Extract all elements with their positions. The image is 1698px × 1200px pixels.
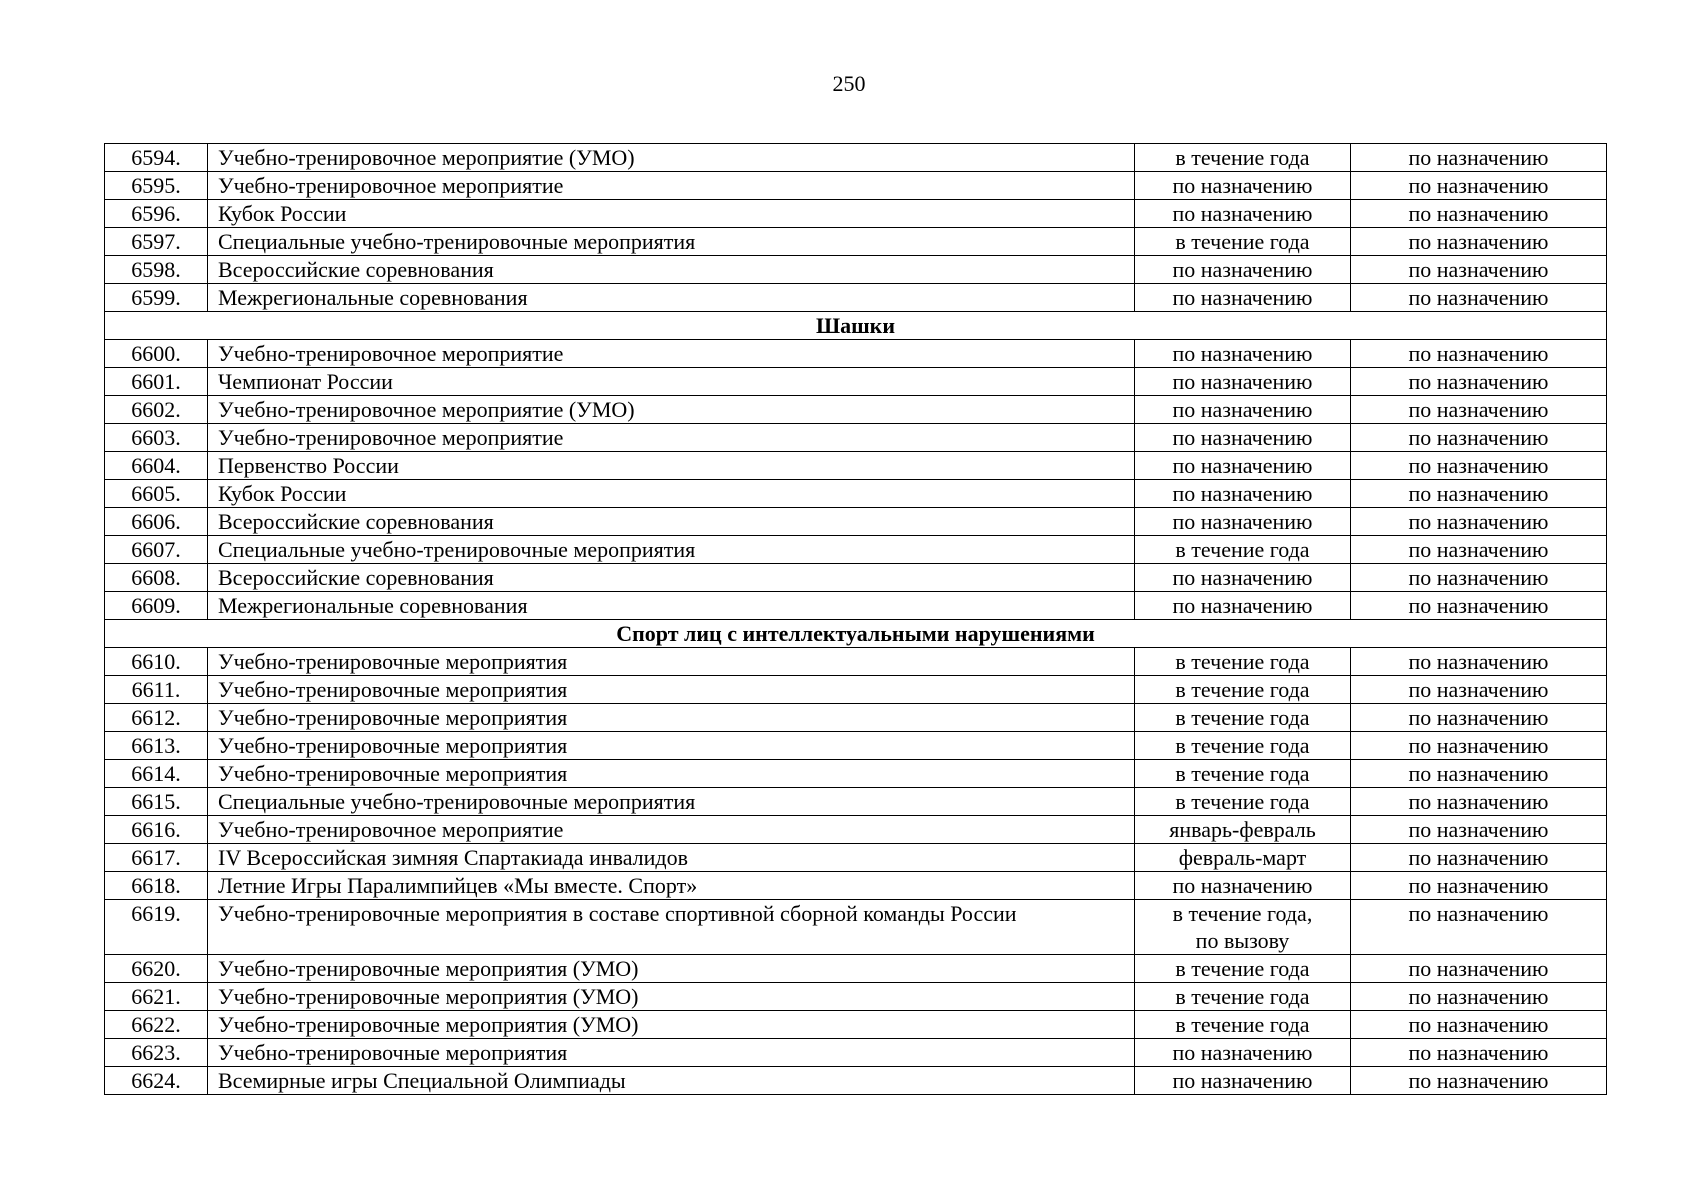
table-row (105, 872, 1607, 900)
page-number: 250 (832, 71, 866, 96)
row-number: 6623. (105, 1039, 208, 1067)
event-place: по назначению (1351, 508, 1607, 536)
table-row (105, 452, 1607, 480)
table-row (105, 900, 1607, 955)
event-name: Специальные учебно-тренировочные мероприятия (208, 788, 1135, 816)
event-date: в течение года (1135, 648, 1351, 676)
row-number: 6614. (105, 760, 208, 788)
event-name: Учебно-тренировочные мероприятия (208, 760, 1135, 788)
event-name: Учебно-тренировочное мероприятие (208, 424, 1135, 452)
row-number: 6621. (105, 983, 208, 1011)
event-place: по назначению (1351, 955, 1607, 983)
table-row (105, 340, 1607, 368)
row-number: 6616. (105, 816, 208, 844)
event-date: по назначению (1135, 256, 1351, 284)
event-date-line: в течение года, (1172, 901, 1313, 926)
table-row (105, 1067, 1607, 1095)
event-date: февраль-март (1135, 844, 1351, 872)
table-row (105, 368, 1607, 396)
event-place: по назначению (1351, 704, 1607, 732)
event-date: в течение года (1135, 732, 1351, 760)
event-name: Учебно-тренировочные мероприятия в составе спортивной сборной команды России (208, 900, 1135, 955)
table-row (105, 508, 1607, 536)
event-date: по назначению (1135, 872, 1351, 900)
table-row (105, 844, 1607, 872)
event-place: по назначению (1351, 788, 1607, 816)
table-row (105, 788, 1607, 816)
event-date: по назначению (1135, 172, 1351, 200)
table-row (105, 648, 1607, 676)
table-row (105, 676, 1607, 704)
event-date: по назначению (1135, 480, 1351, 508)
event-date: по назначению (1135, 340, 1351, 368)
event-date: в течение года (1135, 760, 1351, 788)
event-date: в течение года (1135, 788, 1351, 816)
event-place: по назначению (1351, 564, 1607, 592)
event-place: по назначению (1351, 172, 1607, 200)
row-number: 6597. (105, 228, 208, 256)
event-name: Учебно-тренировочные мероприятия (208, 704, 1135, 732)
row-number: 6608. (105, 564, 208, 592)
event-date (1135, 900, 1351, 955)
event-date: по назначению (1135, 564, 1351, 592)
row-number: 6594. (105, 144, 208, 172)
event-name: Учебно-тренировочные мероприятия (УМО) (208, 1011, 1135, 1039)
row-number: 6604. (105, 452, 208, 480)
table-row (105, 144, 1607, 172)
event-place: по назначению (1351, 256, 1607, 284)
table-row (105, 704, 1607, 732)
event-date: по назначению (1135, 1067, 1351, 1095)
event-place: по назначению (1351, 1011, 1607, 1039)
table-row (105, 228, 1607, 256)
event-name: Чемпионат России (208, 368, 1135, 396)
row-number: 6606. (105, 508, 208, 536)
event-date: в течение года (1135, 144, 1351, 172)
event-place: по назначению (1351, 536, 1607, 564)
event-name: Всероссийские соревнования (208, 508, 1135, 536)
row-number: 6609. (105, 592, 208, 620)
row-number: 6618. (105, 872, 208, 900)
event-name: Учебно-тренировочные мероприятия (208, 676, 1135, 704)
event-name: Учебно-тренировочные мероприятия (208, 1039, 1135, 1067)
section-title: Шашки (105, 312, 1607, 340)
event-name: Специальные учебно-тренировочные мероприятия (208, 228, 1135, 256)
event-date: по назначению (1135, 592, 1351, 620)
event-place: по назначению (1351, 424, 1607, 452)
event-place: по назначению (1351, 200, 1607, 228)
table-row (105, 172, 1607, 200)
table-row (105, 480, 1607, 508)
event-date: январь-февраль (1135, 816, 1351, 844)
event-name: Специальные учебно-тренировочные мероприятия (208, 536, 1135, 564)
event-place: по назначению (1351, 983, 1607, 1011)
row-number: 6610. (105, 648, 208, 676)
section-header-row (105, 312, 1607, 340)
row-number: 6598. (105, 256, 208, 284)
event-name: Учебно-тренировочное мероприятие (УМО) (208, 396, 1135, 424)
event-date: в течение года (1135, 704, 1351, 732)
event-date: по назначению (1135, 200, 1351, 228)
event-place: по назначению (1351, 1039, 1607, 1067)
event-name: Кубок России (208, 480, 1135, 508)
event-name: Первенство России (208, 452, 1135, 480)
table-row (105, 536, 1607, 564)
event-place: по назначению (1351, 844, 1607, 872)
event-place: по назначению (1351, 368, 1607, 396)
event-name: Учебно-тренировочные мероприятия (УМО) (208, 955, 1135, 983)
event-place: по назначению (1351, 284, 1607, 312)
table-row (105, 564, 1607, 592)
event-place: по назначению (1351, 144, 1607, 172)
event-name: Межрегиональные соревнования (208, 284, 1135, 312)
row-number: 6603. (105, 424, 208, 452)
event-date: по назначению (1135, 424, 1351, 452)
row-number: 6617. (105, 844, 208, 872)
table-row (105, 816, 1607, 844)
event-place: по назначению (1351, 900, 1607, 955)
event-date: в течение года (1135, 1011, 1351, 1039)
event-name: Кубок России (208, 200, 1135, 228)
row-number: 6624. (105, 1067, 208, 1095)
event-place: по назначению (1351, 480, 1607, 508)
row-number: 6596. (105, 200, 208, 228)
event-date: в течение года (1135, 955, 1351, 983)
table-row (105, 256, 1607, 284)
event-date: по назначению (1135, 368, 1351, 396)
table-row (105, 1039, 1607, 1067)
row-number: 6605. (105, 480, 208, 508)
event-place: по назначению (1351, 228, 1607, 256)
event-date: по назначению (1135, 1039, 1351, 1067)
event-name: Учебно-тренировочные мероприятия (208, 732, 1135, 760)
event-name: IV Всероссийская зимняя Спартакиада инвалидов (208, 844, 1135, 872)
table-row (105, 592, 1607, 620)
section-title: Спорт лиц с интеллектуальными нарушениями (105, 620, 1607, 648)
row-number: 6602. (105, 396, 208, 424)
row-number: 6615. (105, 788, 208, 816)
table-row (105, 424, 1607, 452)
row-number: 6595. (105, 172, 208, 200)
event-place: по назначению (1351, 816, 1607, 844)
table-row (105, 732, 1607, 760)
row-number: 6600. (105, 340, 208, 368)
event-place: по назначению (1351, 340, 1607, 368)
row-number: 6607. (105, 536, 208, 564)
table-row (105, 396, 1607, 424)
table-row (105, 955, 1607, 983)
event-name: Учебно-тренировочные мероприятия (208, 648, 1135, 676)
event-date: по назначению (1135, 284, 1351, 312)
event-date: в течение года (1135, 676, 1351, 704)
row-number: 6611. (105, 676, 208, 704)
event-name: Учебно-тренировочное мероприятие (208, 340, 1135, 368)
event-date: в течение года (1135, 983, 1351, 1011)
event-place: по назначению (1351, 676, 1607, 704)
row-number: 6601. (105, 368, 208, 396)
event-name: Учебно-тренировочное мероприятие (208, 816, 1135, 844)
event-date: в течение года (1135, 536, 1351, 564)
event-date: по назначению (1135, 452, 1351, 480)
row-number: 6613. (105, 732, 208, 760)
table-row (105, 284, 1607, 312)
event-name: Учебно-тренировочное мероприятие (УМО) (208, 144, 1135, 172)
event-place: по назначению (1351, 760, 1607, 788)
section-header-row (105, 620, 1607, 648)
row-number: 6599. (105, 284, 208, 312)
event-place: по назначению (1351, 732, 1607, 760)
event-name: Межрегиональные соревнования (208, 592, 1135, 620)
event-name: Учебно-тренировочные мероприятия (УМО) (208, 983, 1135, 1011)
event-name: Учебно-тренировочное мероприятие (208, 172, 1135, 200)
row-number: 6622. (105, 1011, 208, 1039)
table-row (105, 1011, 1607, 1039)
event-place: по назначению (1351, 1067, 1607, 1095)
events-table (104, 143, 1607, 1095)
event-date: по назначению (1135, 396, 1351, 424)
events-table-body (105, 144, 1607, 1095)
row-number: 6619. (105, 900, 208, 955)
table-row (105, 200, 1607, 228)
event-date: в течение года (1135, 228, 1351, 256)
event-date-line: по вызову (1195, 928, 1290, 953)
event-name: Всероссийские соревнования (208, 256, 1135, 284)
table-row (105, 983, 1607, 1011)
event-place: по назначению (1351, 592, 1607, 620)
event-place: по назначению (1351, 872, 1607, 900)
event-place: по назначению (1351, 648, 1607, 676)
event-name: Летние Игры Паралимпийцев «Мы вместе. Спорт» (208, 872, 1135, 900)
event-place: по назначению (1351, 452, 1607, 480)
event-date: по назначению (1135, 508, 1351, 536)
event-place: по назначению (1351, 396, 1607, 424)
table-row (105, 760, 1607, 788)
row-number: 6612. (105, 704, 208, 732)
row-number: 6620. (105, 955, 208, 983)
event-name: Всероссийские соревнования (208, 564, 1135, 592)
event-name: Всемирные игры Специальной Олимпиады (208, 1067, 1135, 1095)
